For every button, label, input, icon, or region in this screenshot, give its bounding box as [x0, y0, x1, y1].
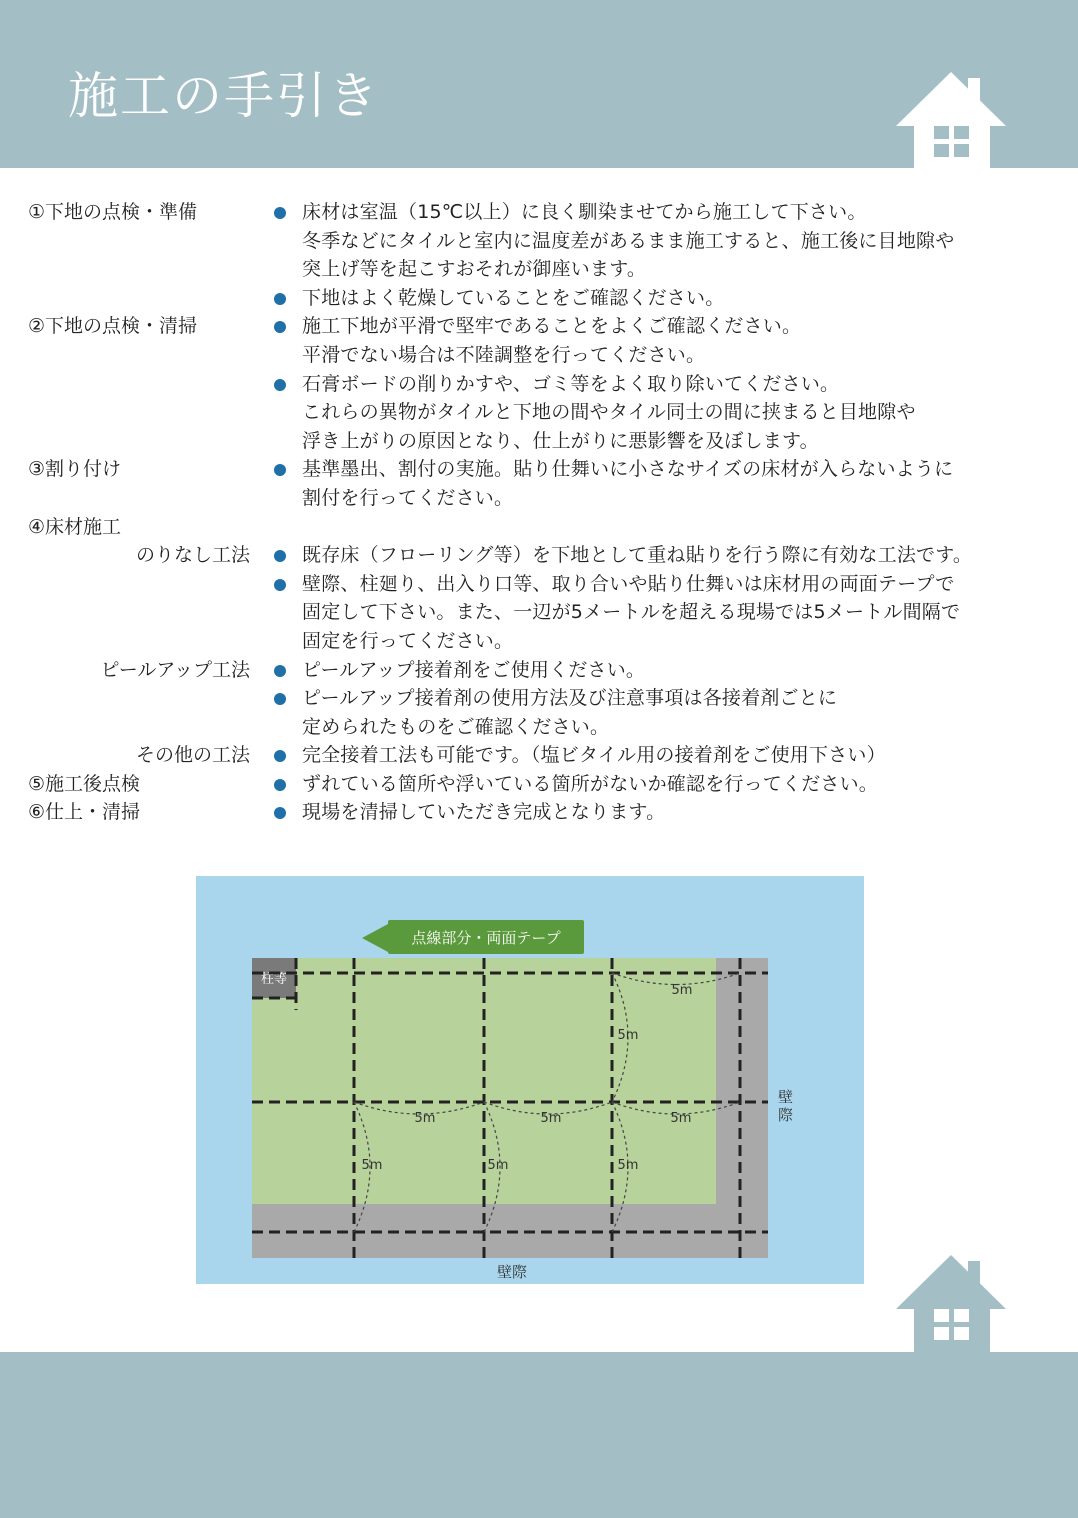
instruction-row [0, 312, 1078, 341]
instruction-text: 施工下地が平滑で堅牢であることをよくご確認ください。 [302, 315, 802, 338]
instruction-text: 割付を行ってください。 [302, 486, 514, 509]
house-icon [896, 70, 1006, 170]
instruction-text: 冬季などにタイルと室内に温度差があるまま施工すると、施工後に目地隙や [302, 229, 955, 252]
instruction-text: これらの異物がタイルと下地の間やタイル同士の間に挟まると目地隙や [302, 401, 916, 424]
bullet-icon [274, 693, 286, 705]
instructions-list [0, 198, 1078, 827]
instruction-row [0, 798, 1078, 827]
dim-label: 5m [487, 1158, 509, 1173]
step-label: ⑤施工後点検 [28, 772, 141, 795]
instruction-row [0, 370, 1078, 399]
instruction-row [0, 713, 1078, 742]
instruction-text: ずれている箇所や浮いている箇所がないか確認を行ってください。 [302, 772, 879, 795]
wall-bottom-label: 壁際 [496, 1263, 528, 1281]
instruction-text: 床材は室温（15℃以上）に良く馴染ませてから施工して下さい。 [302, 201, 867, 223]
method-label: その他の工法 [135, 744, 250, 767]
house-icon [896, 1253, 1006, 1353]
diagram-svg [196, 876, 864, 1284]
callout-label: 点線部分・両面テープ [411, 929, 561, 947]
instruction-row [0, 398, 1078, 427]
instruction-row [0, 255, 1078, 284]
instruction-text: 完全接着工法も可能です。（塩ビタイル用の接着剤をご使用下さい） [302, 744, 886, 767]
instruction-row [0, 598, 1078, 627]
bullet-icon [274, 321, 286, 333]
instruction-text: 固定して下さい。また、一辺が5メートルを超える現場では5メートル間隔で [302, 601, 961, 624]
instruction-row [0, 770, 1078, 799]
instruction-row [0, 227, 1078, 256]
taping-diagram [196, 876, 864, 1284]
wall-right-label: 壁 際 [778, 1088, 794, 1124]
instruction-text: 固定を行ってください。 [302, 629, 514, 652]
instruction-text: 下地はよく乾燥していることをご確認ください。 [302, 286, 725, 309]
method-label: ピールアップ工法 [100, 658, 250, 681]
instruction-row [0, 541, 1078, 570]
instruction-row [0, 684, 1078, 713]
instruction-row [0, 656, 1078, 685]
method-label: のりなし工法 [135, 544, 250, 567]
bullet-icon [274, 379, 286, 391]
step-label: ②下地の点検・清掃 [28, 315, 198, 338]
bullet-icon [274, 779, 286, 791]
instruction-text: 現場を清掃していただき完成となります。 [302, 801, 666, 824]
dim-label: 5m [617, 1158, 639, 1173]
instruction-text: ピールアップ接着剤の使用方法及び注意事項は各接着剤ごとに [302, 687, 838, 710]
instruction-text: 既存床（フローリング等）を下地として重ね貼りを行う際に有効な工法です。 [302, 544, 973, 567]
instruction-row [0, 627, 1078, 656]
instruction-row [0, 341, 1078, 370]
bullet-icon [274, 750, 286, 762]
instruction-text: 平滑でない場合は不陸調整を行ってください。 [302, 343, 706, 366]
instruction-row [0, 198, 1078, 227]
dim-label: 5m [671, 983, 693, 998]
instruction-text: 基準墨出、割付の実施。貼り仕舞いに小さなサイズの床材が入らないように [302, 458, 954, 481]
dim-label: 5m [540, 1111, 562, 1126]
instruction-text: 浮き上がりの原因となり、仕上がりに悪影響を及ぼします。 [302, 429, 819, 452]
dim-label: 5m [414, 1111, 436, 1126]
instruction-text: 定められたものをご確認ください。 [302, 715, 610, 738]
bullet-icon [274, 293, 286, 305]
instruction-row [0, 570, 1078, 599]
instruction-row [0, 284, 1078, 313]
bullet-icon [274, 579, 286, 591]
instruction-row [0, 484, 1078, 513]
step-label: ①下地の点検・準備 [28, 201, 198, 223]
instruction-text: 壁際、柱廻り、出入り口等、取り合いや貼り仕舞いは床材用の両面テープで [302, 572, 955, 595]
dim-label: 5m [361, 1158, 383, 1173]
instruction-text: ピールアップ接着剤をご使用ください。 [302, 658, 646, 681]
instruction-row [0, 455, 1078, 484]
bullet-icon [274, 207, 286, 219]
step-label: ⑥仕上・清掃 [28, 801, 141, 824]
instruction-row [0, 513, 1078, 542]
dim-label: 5m [617, 1028, 639, 1043]
step-label: ③割り付け [28, 458, 122, 481]
instruction-row [0, 741, 1078, 770]
dim-label: 5m [670, 1111, 692, 1126]
page-footer [0, 1352, 1078, 1518]
bullet-icon [274, 464, 286, 476]
instruction-text: 突上げ等を起こすおそれが御座います。 [302, 258, 647, 281]
bullet-icon [274, 807, 286, 819]
pillar-label: 柱等 [260, 972, 288, 987]
step-label: ④床材施工 [28, 515, 122, 538]
bullet-icon [274, 550, 286, 562]
page-title: 施工の手引き [68, 67, 380, 125]
instruction-text: 石膏ボードの削りかすや、ゴミ等をよく取り除いてください。 [302, 372, 840, 395]
instruction-row [0, 427, 1078, 456]
bullet-icon [274, 665, 286, 677]
